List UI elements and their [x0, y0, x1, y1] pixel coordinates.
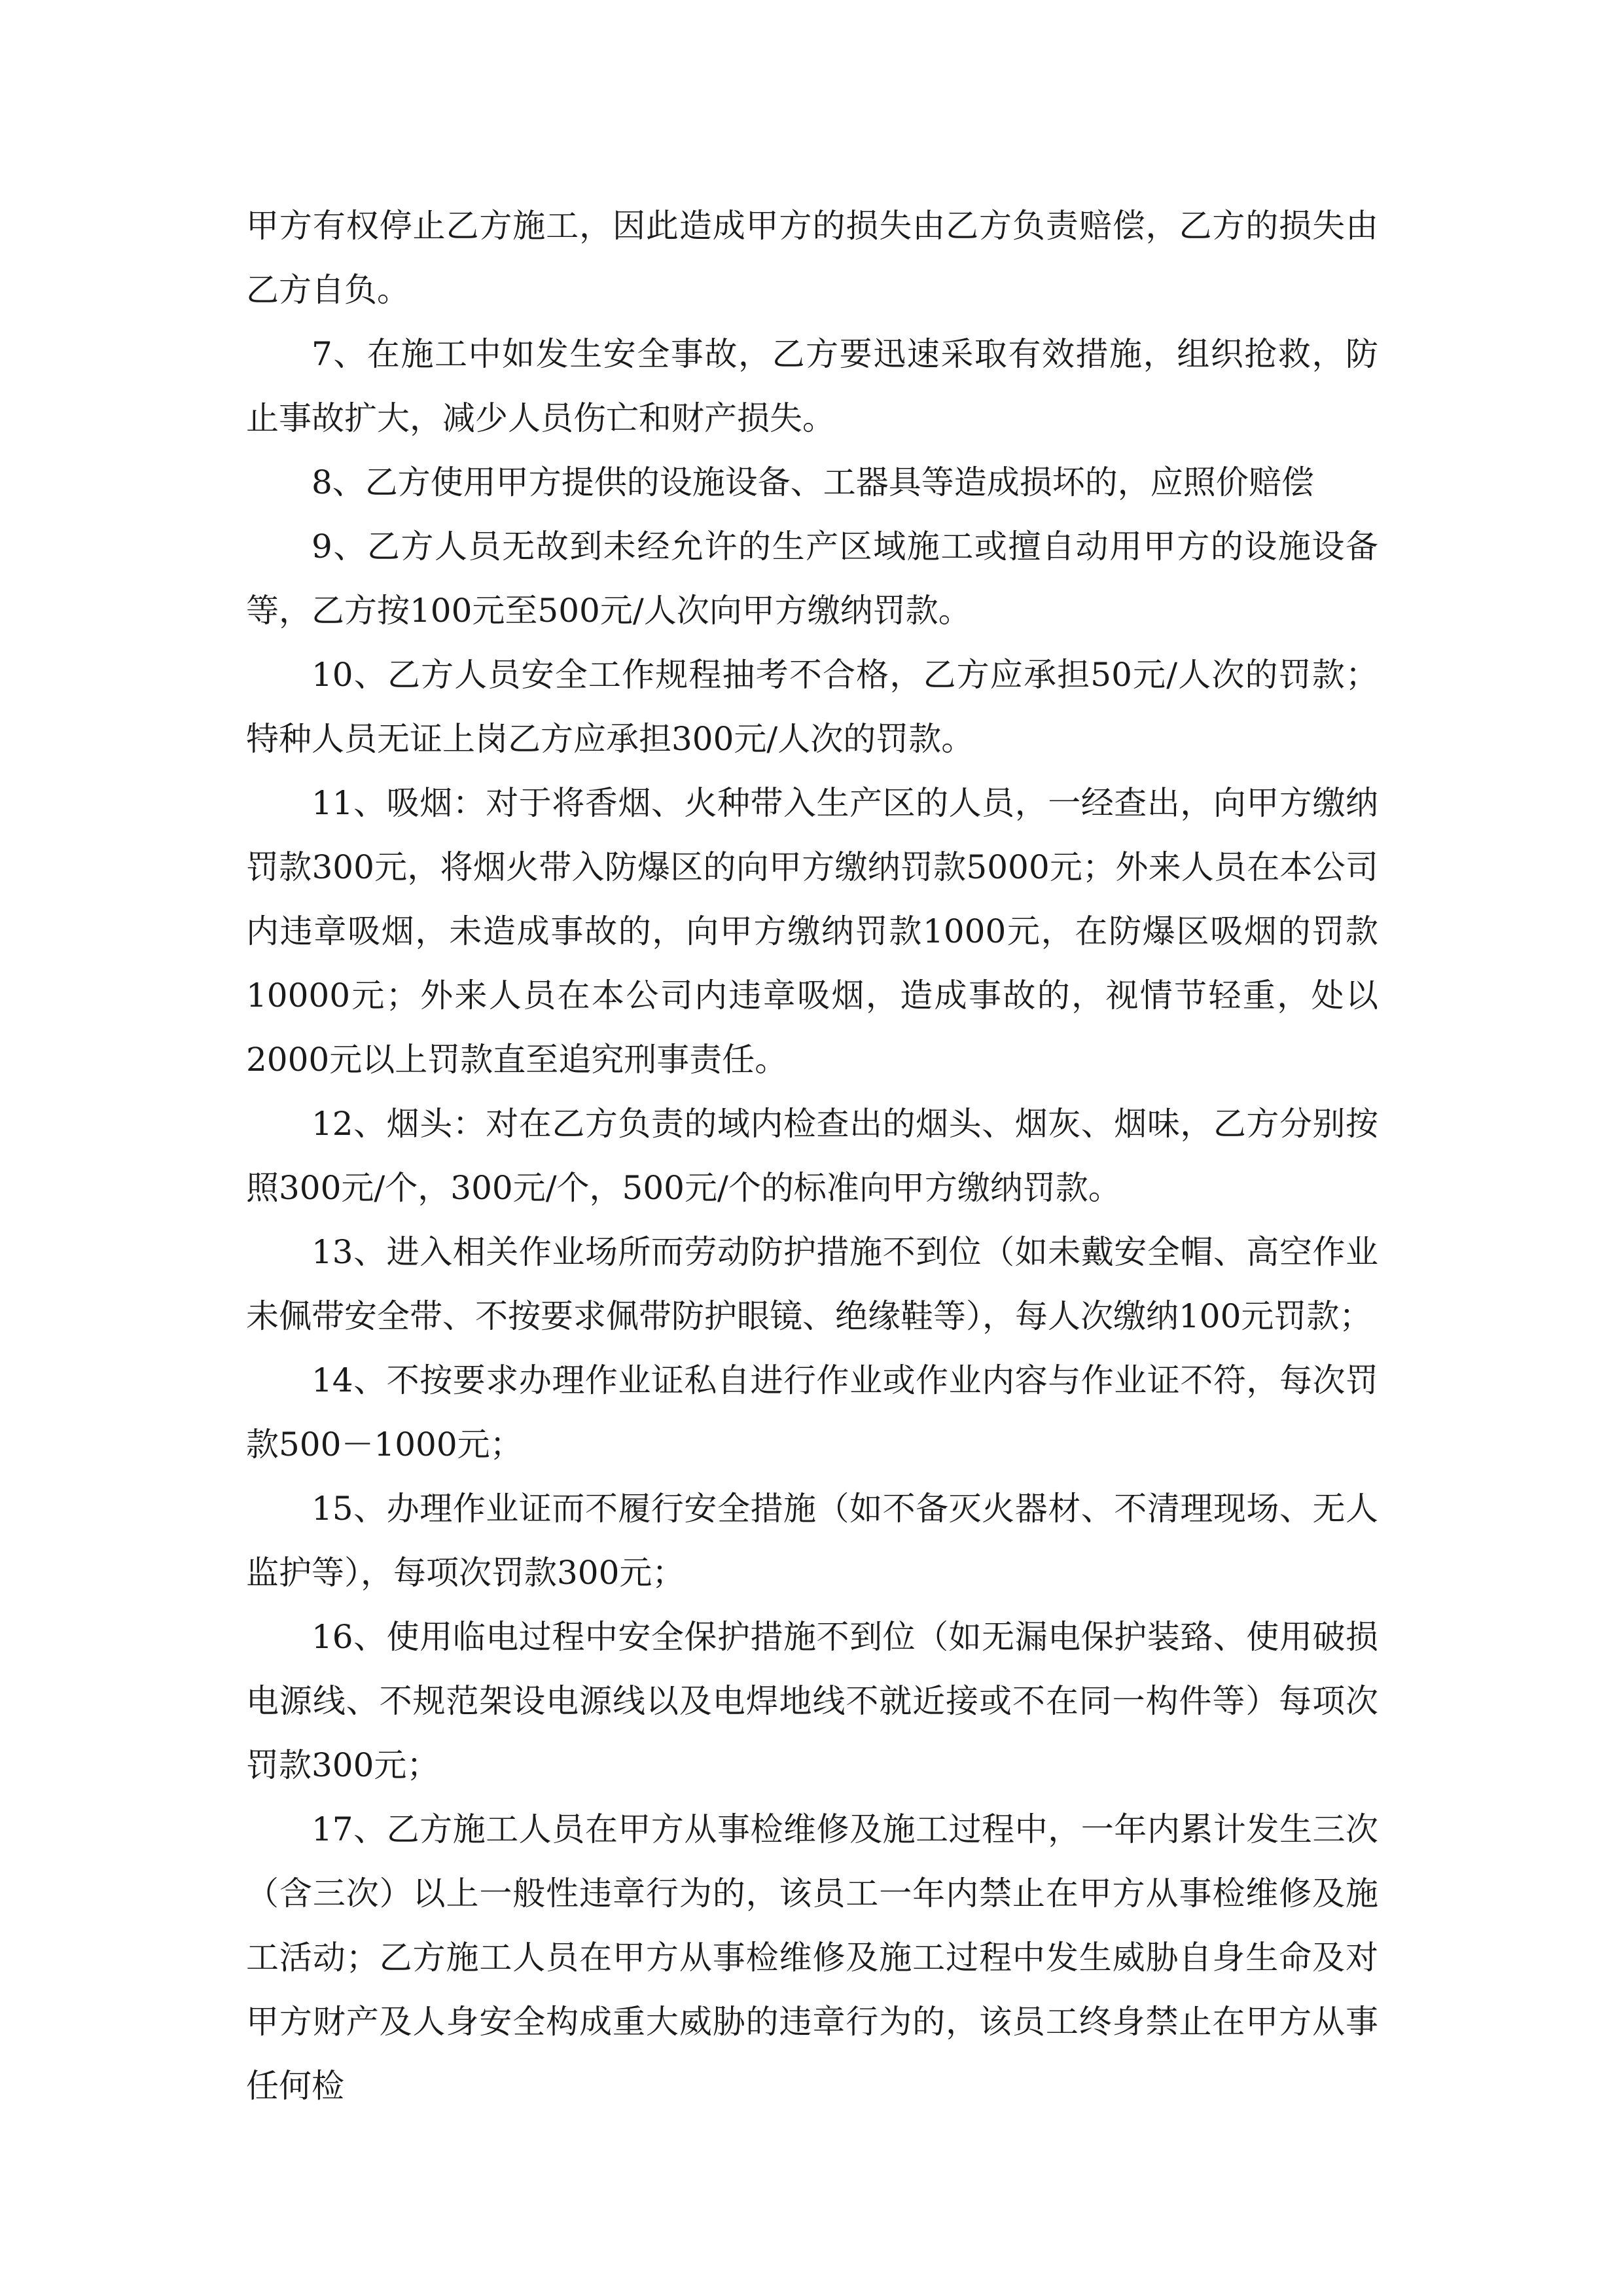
paragraph-item-7: 7、在施工中如发生安全事故，乙方要迅速采取有效措施，组织抢救，防止事故扩大，减少人员伤亡和财产损失。 [246, 335, 1378, 437]
paragraph-item-17: 17、乙方施工人员在甲方从事检维修及施工过程中，一年内累计发生三次（含三次）以上一般性违章行为的，该员工一年内禁止在甲方从事检维修及施工活动；乙方施工人员在甲方从事检维修及施工过程中发生威胁自身生命及对甲方财产及人身安全构成重大威胁的违章行为的，该员工终身禁止在甲方从事任何检 [246, 1810, 1378, 2105]
paragraph-item-15: 15、办理作业证而不履行安全措施（如不备灭火器材、不清理现场、无人监护等），每项次罚款300元； [246, 1490, 1378, 1592]
paragraph-item-9: 9、乙方人员无故到未经允许的生产区域施工或擅自动用甲方的设施设备等，乙方按100元至500元/人次向甲方缴纳罚款。 [246, 528, 1378, 630]
paragraph-item-8: 8、乙方使用甲方提供的设施设备、工器具等造成损坏的，应照价赔偿 [312, 463, 1314, 501]
paragraph-item-14: 14、不按要求办理作业证私自进行作业或作业内容与作业证不符，每次罚款500－1000元； [246, 1361, 1378, 1463]
paragraph-item-12: 12、烟头：对在乙方负责的域内检查出的烟头、烟灰、烟味，乙方分别按照300元/个，300元/个，500元/个的标准向甲方缴纳罚款。 [246, 1105, 1378, 1207]
document-body [246, 194, 1378, 2118]
paragraph-item-10: 10、乙方人员安全工作规程抽考不合格，乙方应承担50元/人次的罚款；特种人员无证上岗乙方应承担300元/人次的罚款。 [246, 656, 1378, 758]
paragraph-item-13: 13、进入相关作业场所而劳动防护措施不到位（如未戴安全帽、高空作业未佩带安全带、不按要求佩带防护眼镜、绝缘鞋等），每人次缴纳100元罚款； [246, 1233, 1378, 1335]
paragraph-item-16: 16、使用临电过程中安全保护措施不到位（如无漏电保护装臵、使用破损电源线、不规范架设电源线以及电焊地线不就近接或不在同一构件等）每项次罚款300元； [246, 1618, 1378, 1784]
paragraph-item-11: 11、吸烟：对于将香烟、火种带入生产区的人员，一经查出，向甲方缴纳罚款300元，将烟火带入防爆区的向甲方缴纳罚款5000元；外来人员在本公司内违章吸烟，未造成事故的，向甲方缴纳罚款1000元，在防爆区吸烟的罚款10000元；外来人员在本公司内违章吸烟，造成事故的，视情节轻重，处以2000元以上罚款直至追究刑事责任。 [246, 784, 1378, 1079]
paragraph-continuation: 甲方有权停止乙方施工，因此造成甲方的损失由乙方负责赔偿，乙方的损失由乙方自负。 [246, 207, 1378, 309]
